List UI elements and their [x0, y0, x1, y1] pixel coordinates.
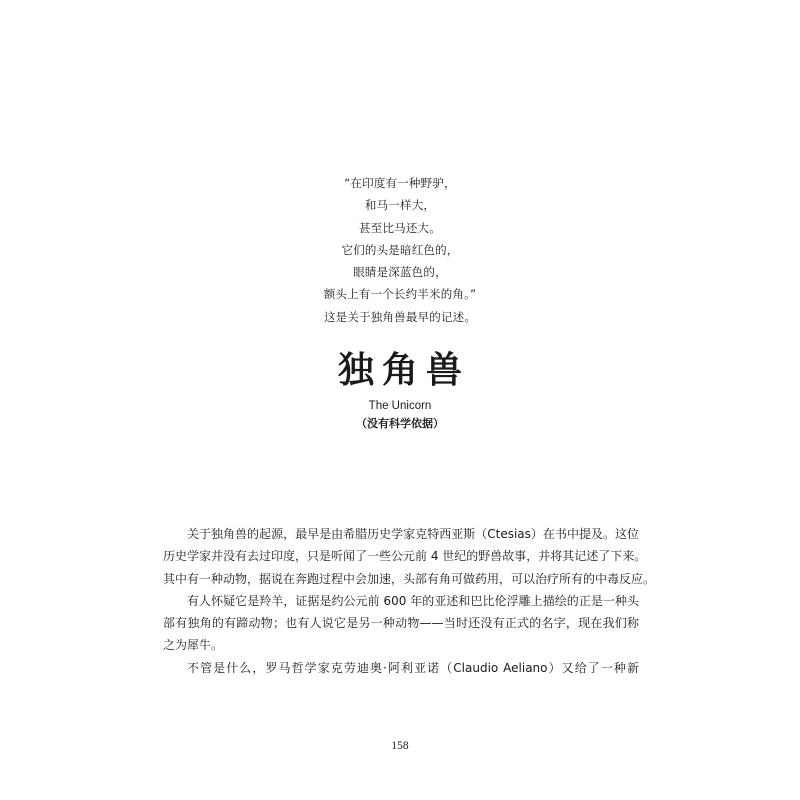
quote-line: 额头上有一个长约半米的角。”: [323, 287, 477, 302]
body-line: 有人怀疑它是羚羊，证据是约公元前 600 年的亚述和巴比伦浮雕上描绘的正是一种头: [187, 593, 639, 608]
body-line: 不管是什么，罗马哲学家克劳迪奥·阿利亚诺（Claudio Aeliano）又给了一种新: [187, 660, 639, 675]
quote-line: 和马一样大，: [364, 198, 436, 213]
body-text: [163, 523, 656, 679]
body-line: 关于独角兽的起源，最早是由希腊历史学家克特西亚斯（Ctesias）在书中提及。这位: [187, 527, 639, 541]
quote-line: 这是关于独角兽最早的记述。: [323, 309, 477, 324]
body-line: 之为犀牛。: [163, 638, 224, 653]
title-chinese: 独角兽: [337, 349, 470, 391]
chapter-title: [0, 346, 800, 433]
quote-line: “在印度有一种野驴，: [344, 176, 456, 190]
quote-line: 甚至比马还大。: [359, 220, 441, 235]
quote-line: 它们的头是暗红色的，: [341, 242, 459, 257]
quote-line: 眼睛是深蓝色的，: [353, 265, 447, 280]
body-line: 其中有一种动物，据说在奔跑过程中会加速，头部有角可做药用，可以治疗所有的中毒反应。: [163, 571, 656, 586]
opening-quote: [0, 172, 800, 328]
page-number: 158: [391, 740, 409, 752]
title-english: The Unicorn: [368, 400, 432, 412]
title-note: （没有科学依据）: [356, 417, 444, 430]
body-line: 历史学家并没有去过印度，只是听闻了一些公元前 4 世纪的野兽故事，并将其记述了下来。: [163, 549, 647, 564]
body-line: 部有独角的有蹄动物；也有人说它是另一种动物——当时还没有正式的名字，现在我们称: [163, 616, 639, 631]
